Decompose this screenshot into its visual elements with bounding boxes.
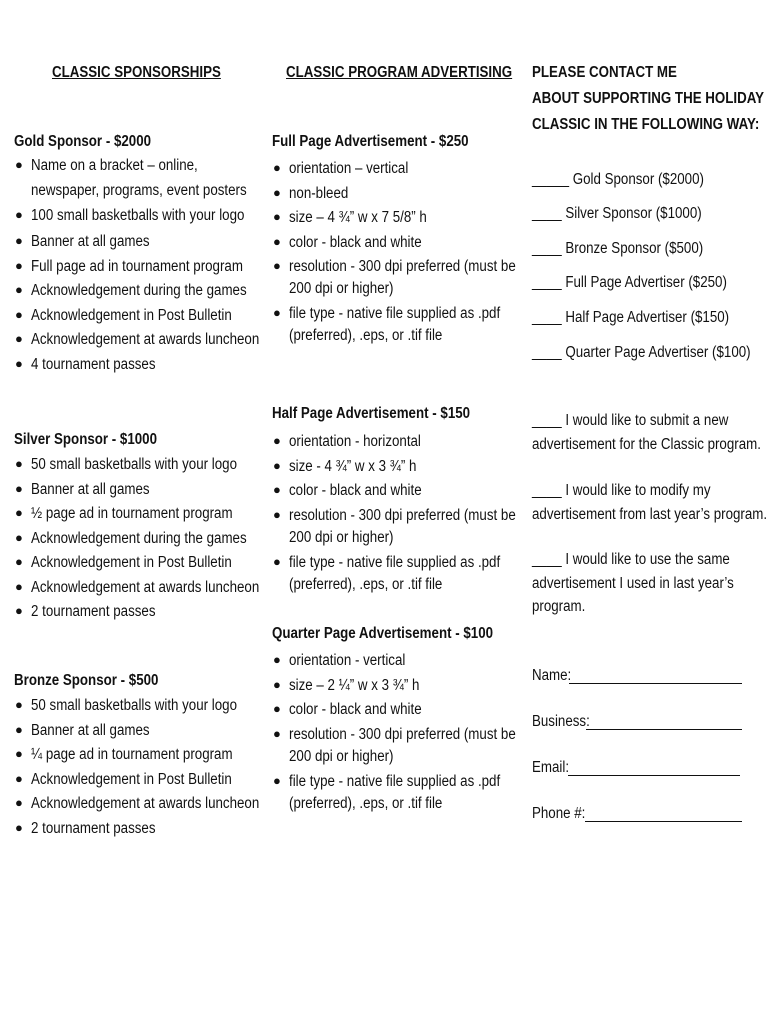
- quarter-page-ad-list: [272, 652, 532, 817]
- gold-sponsor-list: [14, 157, 274, 381]
- list-item: ● size – 2 ¼” w x 3 ¾” h: [273, 676, 420, 694]
- name-label: Name:: [532, 667, 572, 684]
- list-item: ● size - 4 ¾” w x 3 ¾” h: [273, 457, 417, 475]
- bronze-sponsor-title: Bronze Sponsor - $500: [14, 672, 159, 689]
- list-item: ● 4 tournament passes: [15, 356, 156, 373]
- business-field[interactable]: [586, 729, 742, 730]
- list-item: ● resolution - 300 dpi preferred (must be: [273, 506, 516, 524]
- email-label: Email:: [532, 759, 570, 776]
- list-item: ● Acknowledgement at awards luncheon: [15, 578, 260, 596]
- phone-field[interactable]: [585, 821, 742, 822]
- list-item: ● size – 4 ¾” w x 7 5/8” h: [273, 209, 427, 226]
- list-item: ● resolution - 300 dpi preferred (must be: [273, 725, 516, 743]
- list-item: ● Banner at all games: [15, 233, 150, 250]
- list-item: ● 2 tournament passes: [15, 603, 156, 620]
- reuse-ad-option[interactable]: ____ I would like to use the same: [532, 551, 730, 568]
- list-item: ● ¼ page ad in tournament program: [15, 746, 233, 763]
- list-item-continuation: (preferred), .eps, or .tif file: [289, 794, 443, 812]
- gold-sponsor-title: Gold Sponsor - $2000: [14, 133, 152, 150]
- list-item: ● 100 small basketballs with your logo: [15, 207, 245, 224]
- quarter-page-advertiser-option[interactable]: ____ Quarter Page Advertiser ($100): [532, 344, 751, 361]
- list-item: ● 50 small basketballs with your logo: [15, 697, 237, 714]
- list-item: ● Full page ad in tournament program: [15, 258, 243, 275]
- phone-label: Phone #:: [532, 805, 586, 822]
- half-page-advertiser-option[interactable]: ____ Half Page Advertiser ($150): [532, 309, 730, 326]
- modify-ad-option-line-2: advertisement from last year’s program.: [532, 506, 768, 523]
- full-page-ad-list: [272, 160, 532, 349]
- business-label: Business:: [532, 713, 590, 730]
- list-item: ● color - black and white: [273, 701, 422, 718]
- reuse-ad-option-line-3: program.: [532, 598, 586, 615]
- list-item: ● Acknowledgement in Post Bulletin: [15, 554, 232, 571]
- list-item: ● orientation - vertical: [273, 652, 406, 669]
- name-field[interactable]: [569, 683, 742, 684]
- program-advertising-heading: CLASSIC PROGRAM ADVERTISING: [286, 64, 513, 81]
- list-item: ● orientation - horizontal: [273, 433, 421, 450]
- list-item: ● orientation – vertical: [273, 160, 409, 177]
- list-item: ● color - black and white: [273, 233, 422, 251]
- list-item: ● Banner at all games: [15, 721, 150, 739]
- list-item: ● Acknowledgement at awards luncheon: [15, 331, 260, 348]
- gold-sponsor-option[interactable]: _____ Gold Sponsor ($2000): [532, 171, 704, 188]
- silver-sponsor-title: Silver Sponsor - $1000: [14, 431, 158, 448]
- modify-ad-option[interactable]: ____ I would like to modify my: [532, 482, 711, 499]
- email-field[interactable]: [568, 775, 740, 776]
- list-item: ● Acknowledgement during the games: [15, 529, 247, 547]
- list-item: ● 50 small basketballs with your logo: [15, 456, 237, 473]
- contact-heading-line-1: PLEASE CONTACT ME: [532, 64, 677, 81]
- contact-heading-line-2: ABOUT SUPPORTING THE HOLIDAY: [532, 90, 765, 107]
- list-item-continuation: (preferred), .eps, or .tif file: [289, 575, 443, 593]
- list-item-continuation: newspaper, programs, event posters: [31, 182, 247, 199]
- bronze-sponsor-option[interactable]: ____ Bronze Sponsor ($500): [532, 240, 704, 257]
- list-item-continuation: 200 dpi or higher): [289, 528, 394, 546]
- list-item-continuation: 200 dpi or higher): [289, 747, 394, 765]
- sponsorships-heading: CLASSIC SPONSORSHIPS: [52, 64, 221, 81]
- list-item: ● non-bleed: [273, 184, 349, 202]
- list-item: ● Acknowledgement at awards luncheon: [15, 795, 260, 812]
- list-item: ● color - black and white: [273, 482, 422, 499]
- full-page-ad-title: Full Page Advertisement - $250: [272, 133, 469, 150]
- full-page-advertiser-option[interactable]: ____ Full Page Advertiser ($250): [532, 274, 727, 291]
- list-item-continuation: (preferred), .eps, or .tif file: [289, 327, 443, 344]
- reuse-ad-option-line-2: advertisement I used in last year’s: [532, 575, 734, 592]
- submit-new-ad-option[interactable]: ____ I would like to submit a new: [532, 412, 729, 429]
- list-item-continuation: 200 dpi or higher): [289, 280, 394, 297]
- list-item: ● Banner at all games: [15, 480, 150, 498]
- silver-sponsor-option[interactable]: ____ Silver Sponsor ($1000): [532, 205, 702, 222]
- submit-new-ad-option-line-2: advertisement for the Classic program.: [532, 436, 761, 453]
- quarter-page-ad-title: Quarter Page Advertisement - $100: [272, 625, 494, 642]
- contact-heading-line-3: CLASSIC IN THE FOLLOWING WAY:: [532, 116, 760, 133]
- silver-sponsor-list: [14, 456, 274, 628]
- list-item: ● file type - native file supplied as .pdf: [273, 305, 501, 322]
- half-page-ad-title: Half Page Advertisement - $150: [272, 405, 471, 422]
- list-item: ● file type - native file supplied as .pdf: [273, 553, 501, 571]
- list-item: ● 2 tournament passes: [15, 819, 156, 837]
- list-item: ● Name on a bracket – online,: [15, 157, 198, 174]
- list-item: ● ½ page ad in tournament program: [15, 505, 233, 522]
- bronze-sponsor-list: [14, 697, 274, 844]
- list-item: ● file type - native file supplied as .pdf: [273, 772, 501, 790]
- list-item: ● Acknowledgement in Post Bulletin: [15, 307, 232, 324]
- list-item: ● Acknowledgement during the games: [15, 282, 247, 299]
- half-page-ad-list: [272, 433, 532, 598]
- list-item: ● Acknowledgement in Post Bulletin: [15, 770, 232, 788]
- list-item: ● resolution - 300 dpi preferred (must be: [273, 258, 516, 275]
